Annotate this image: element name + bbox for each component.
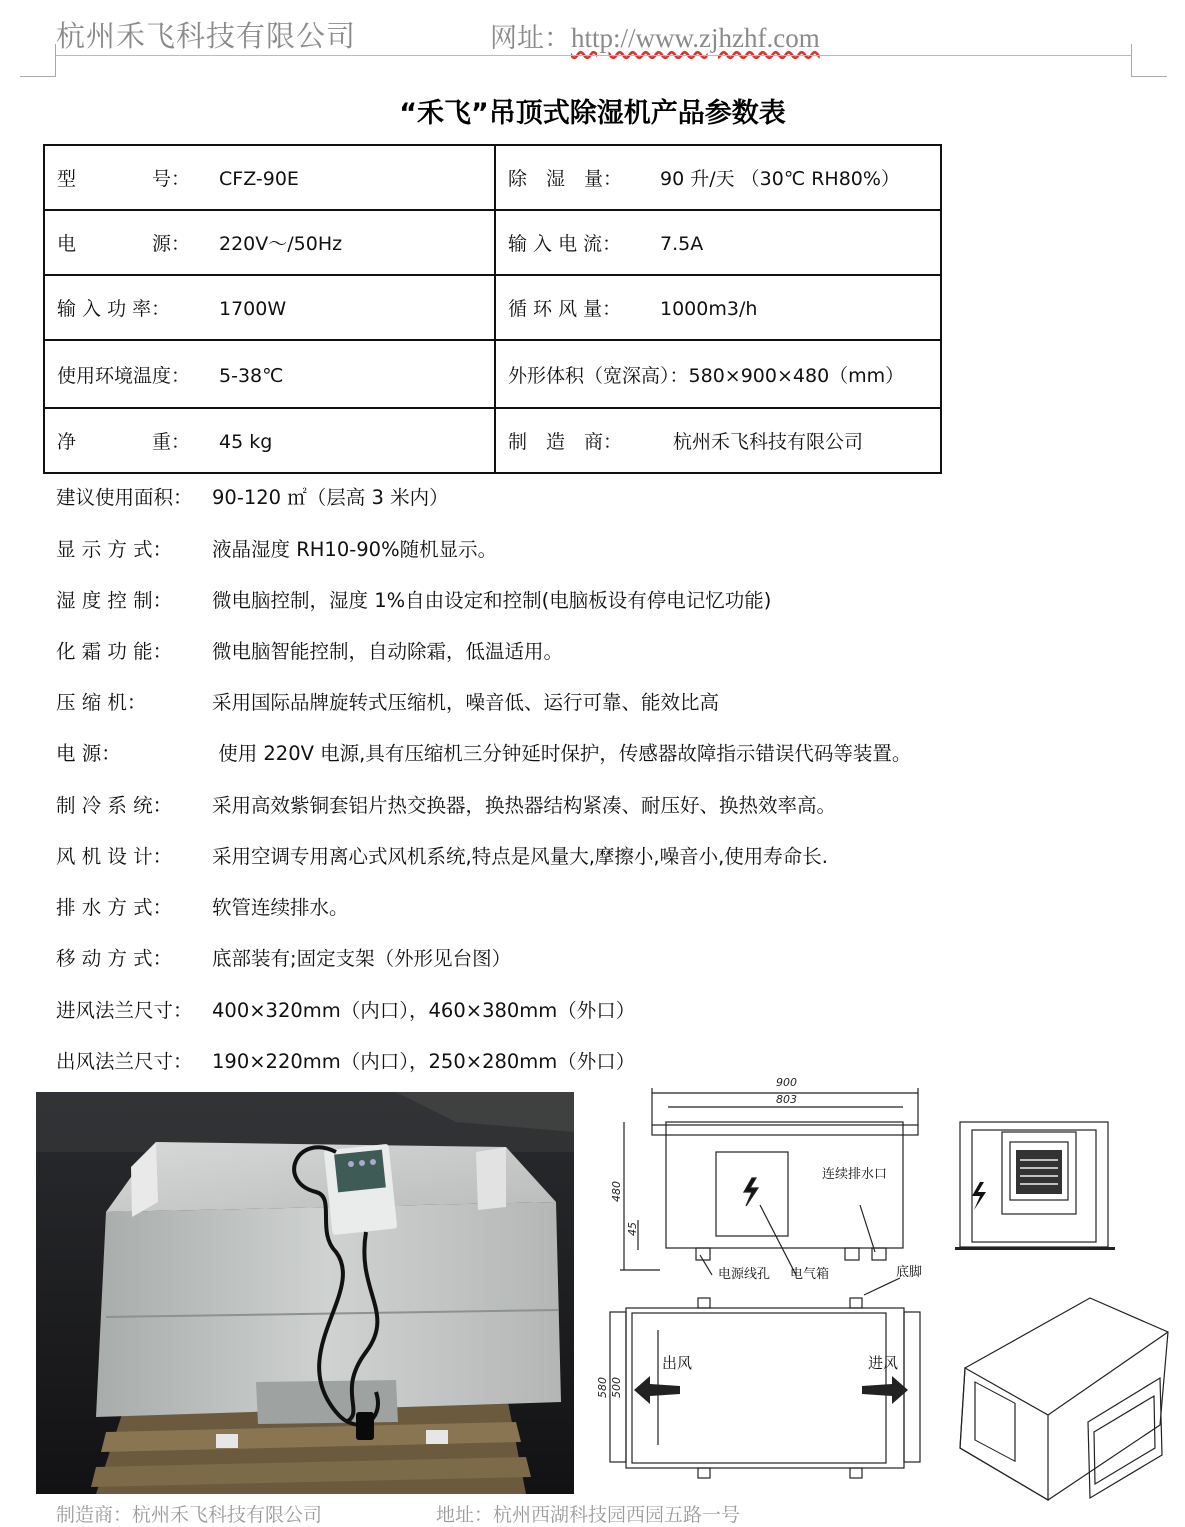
cell-label: 除 湿 量： [508, 168, 623, 190]
dim-foot-height: 45 [626, 1222, 639, 1236]
table-row [44, 408, 941, 473]
table-cell [44, 145, 495, 210]
item-value: 90-120 ㎡（层高 3 米内） [212, 486, 449, 509]
cell-value: 5-38℃ [219, 364, 284, 387]
item-label: 排 水 方 式： [56, 896, 173, 919]
dim-depth-outer: 580 [596, 1377, 609, 1398]
dim-width-inner: 803 [776, 1093, 797, 1106]
table-cell [495, 340, 941, 408]
cell-value: CFZ-90E [219, 168, 299, 190]
table-cell [495, 145, 941, 210]
table-cell [495, 275, 941, 340]
table-row [44, 145, 941, 210]
dim-width-outer: 900 [776, 1076, 797, 1089]
page-footer: 制造商：杭州禾飞科技有限公司 地址：杭州西湖科技园西园五路一号 [56, 1504, 741, 1526]
list-item [56, 892, 349, 920]
item-value: 采用空调专用离心式风机系统,特点是风量大,摩擦小,噪音小,使用寿命长. [212, 845, 828, 868]
table-row [44, 340, 941, 408]
item-label: 建议使用面积： [56, 486, 193, 509]
label-drain: 连续排水口 [822, 1167, 888, 1182]
label-power-hole: 电源线孔 [718, 1267, 771, 1282]
item-value: 使用 220V 电源,具有压缩机三分钟延时保护，传感器故障指示错误代码等装置。 [212, 742, 912, 765]
cell-value: 7.5A [660, 233, 704, 255]
cell-label: 输 入 电 流： [508, 233, 622, 255]
list-item [56, 841, 828, 869]
item-value: 微电脑智能控制，自动除霜，低温适用。 [212, 640, 564, 663]
cell-value: 杭州禾飞科技有限公司 [673, 431, 864, 453]
website-link[interactable]: http://www.zjhzhf.com [571, 23, 820, 53]
item-value: 底部装有;固定支架（外形见台图） [212, 947, 512, 970]
label-foot: 底脚 [896, 1265, 923, 1280]
item-value: 软管连续排水。 [212, 896, 349, 919]
table-cell [495, 408, 941, 473]
item-label: 显 示 方 式： [56, 538, 173, 561]
list-item [56, 943, 511, 971]
cell-value: 90 升/天 （30℃ RH80%） [660, 168, 900, 190]
header-rule [56, 55, 1131, 56]
cell-value: 45 kg [219, 431, 273, 453]
item-label: 化 霜 功 能： [56, 640, 173, 663]
table-row [44, 275, 941, 340]
crop-mark [1131, 44, 1132, 77]
dim-depth-inner: 500 [610, 1377, 623, 1398]
item-label: 湿 度 控 制： [56, 589, 173, 612]
item-value: 微电脑控制，湿度 1%自由设定和控制(电脑板设有停电记忆功能) [212, 589, 772, 612]
crop-mark [55, 44, 56, 77]
dim-height: 480 [610, 1181, 623, 1202]
table-cell [44, 408, 495, 473]
cell-label: 电 源： [57, 233, 191, 255]
item-value: 采用高效紫铜套铝片热交换器，换热器结构紧凑、耐压好、换热效率高。 [212, 794, 837, 817]
item-label: 电 源： [56, 742, 121, 765]
item-label: 压 缩 机： [56, 691, 147, 714]
cell-label: 循 环 风 量： [508, 298, 622, 320]
list-item [56, 636, 563, 664]
item-value: 采用国际品牌旋转式压缩机，噪音低、运行可靠、能效比高 [212, 691, 720, 714]
label-electrical-box: 电气箱 [790, 1267, 830, 1282]
item-value: 液晶湿度 RH10-90%随机显示。 [212, 538, 498, 561]
table-cell [44, 210, 495, 275]
list-item [56, 534, 497, 562]
list-item [56, 482, 449, 510]
spec-table [43, 144, 942, 474]
list-item [56, 585, 771, 613]
table-cell [44, 275, 495, 340]
item-label: 进风法兰尺寸： [56, 999, 193, 1022]
dimension-drawings [596, 1070, 1185, 1510]
dehumidifier-photo [36, 1092, 574, 1494]
item-value: 190×220mm（内口），250×280mm（外口） [212, 1050, 636, 1073]
item-value: 400×320mm（内口），460×380mm（外口） [212, 999, 636, 1022]
cell-label: 输 入 功 率： [57, 298, 171, 320]
table-cell [495, 210, 941, 275]
page-header [0, 0, 1185, 80]
header-website [490, 16, 820, 55]
cell-label: 型 号： [57, 168, 191, 190]
cell-label: 使用环境温度： [57, 364, 191, 387]
item-label: 制 冷 系 统： [56, 794, 173, 817]
cell-label: 净 重： [57, 431, 191, 453]
technical-drawing [596, 1070, 1185, 1510]
table-cell [44, 340, 495, 408]
cell-value: 580×900×480（mm） [688, 364, 905, 387]
product-photo [36, 1092, 574, 1494]
crop-mark [20, 76, 56, 77]
list-item [56, 790, 836, 818]
page-title: “禾飞”吊顶式除湿机产品参数表 [399, 98, 786, 129]
header-company: 杭州禾飞科技有限公司 [56, 19, 357, 53]
list-item [56, 1046, 635, 1074]
item-label: 风 机 设 计： [56, 845, 173, 868]
list-item [56, 995, 635, 1023]
cell-label: 制 造 商： [508, 431, 623, 453]
item-label: 出风法兰尺寸： [56, 1050, 193, 1073]
list-item [56, 687, 719, 715]
cell-label: 外形体积（宽深高）： [508, 364, 689, 387]
table-row [44, 210, 941, 275]
crop-mark [1131, 76, 1167, 77]
cell-value: 1700W [219, 298, 287, 320]
cell-value: 220V～/50Hz [219, 233, 343, 255]
item-label: 移 动 方 式： [56, 947, 173, 970]
label-air-in: 进风 [868, 1354, 899, 1372]
label-air-out: 出风 [662, 1354, 693, 1372]
list-item [56, 738, 911, 766]
website-label: 网址： [490, 23, 571, 54]
cell-value: 1000m3/h [660, 298, 758, 320]
